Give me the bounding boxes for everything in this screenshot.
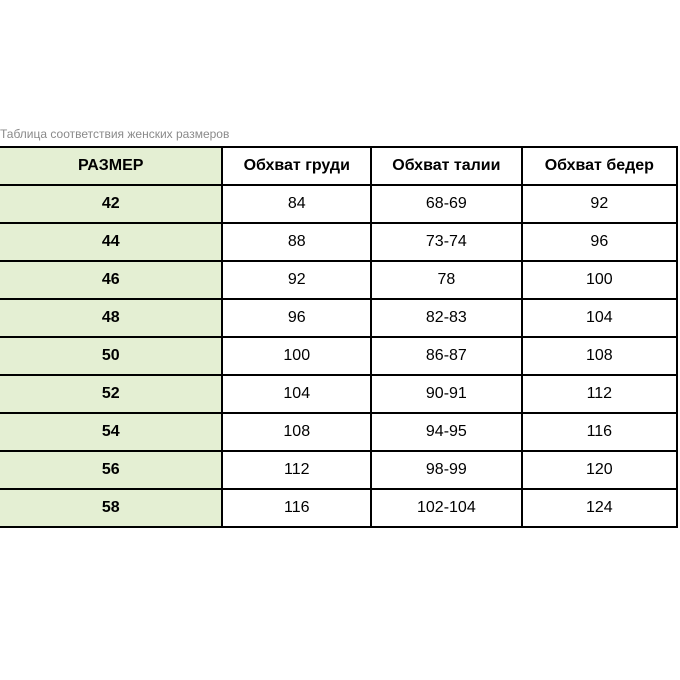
cell-bust: 116 xyxy=(222,489,371,527)
cell-hips: 92 xyxy=(522,185,677,223)
cell-bust: 104 xyxy=(222,375,371,413)
cell-bust: 112 xyxy=(222,451,371,489)
cell-hips: 120 xyxy=(522,451,677,489)
cell-size: 56 xyxy=(0,451,222,489)
table-row xyxy=(0,451,677,489)
table-row xyxy=(0,413,677,451)
table-row xyxy=(0,185,677,223)
cell-waist: 73-74 xyxy=(371,223,522,261)
cell-waist: 82-83 xyxy=(371,299,522,337)
cell-size: 46 xyxy=(0,261,222,299)
cell-bust: 96 xyxy=(222,299,371,337)
cell-hips: 108 xyxy=(522,337,677,375)
cell-hips: 96 xyxy=(522,223,677,261)
cell-waist: 102-104 xyxy=(371,489,522,527)
header-size: РАЗМЕР xyxy=(0,147,222,185)
header-bust: Обхват груди xyxy=(222,147,371,185)
table-row xyxy=(0,299,677,337)
table-row xyxy=(0,375,677,413)
cell-size: 44 xyxy=(0,223,222,261)
cell-waist: 94-95 xyxy=(371,413,522,451)
cell-waist: 86-87 xyxy=(371,337,522,375)
table-header-row xyxy=(0,147,677,185)
cell-hips: 112 xyxy=(522,375,677,413)
cell-waist: 68-69 xyxy=(371,185,522,223)
cell-waist: 98-99 xyxy=(371,451,522,489)
table-row xyxy=(0,223,677,261)
cell-bust: 100 xyxy=(222,337,371,375)
table-row xyxy=(0,261,677,299)
cell-hips: 100 xyxy=(522,261,677,299)
cell-size: 52 xyxy=(0,375,222,413)
size-chart-table xyxy=(0,146,678,528)
cell-hips: 124 xyxy=(522,489,677,527)
cell-waist: 90-91 xyxy=(371,375,522,413)
cell-bust: 84 xyxy=(222,185,371,223)
cell-hips: 104 xyxy=(522,299,677,337)
cell-size: 58 xyxy=(0,489,222,527)
cell-size: 50 xyxy=(0,337,222,375)
header-waist: Обхват талии xyxy=(371,147,522,185)
cell-bust: 108 xyxy=(222,413,371,451)
cell-bust: 92 xyxy=(222,261,371,299)
cell-size: 48 xyxy=(0,299,222,337)
header-hips: Обхват бедер xyxy=(522,147,677,185)
cell-bust: 88 xyxy=(222,223,371,261)
cell-size: 42 xyxy=(0,185,222,223)
cell-hips: 116 xyxy=(522,413,677,451)
table-row xyxy=(0,337,677,375)
cell-waist: 78 xyxy=(371,261,522,299)
table-caption: Таблица соответствия женских размеров xyxy=(0,127,230,141)
cell-size: 54 xyxy=(0,413,222,451)
table-row xyxy=(0,489,677,527)
